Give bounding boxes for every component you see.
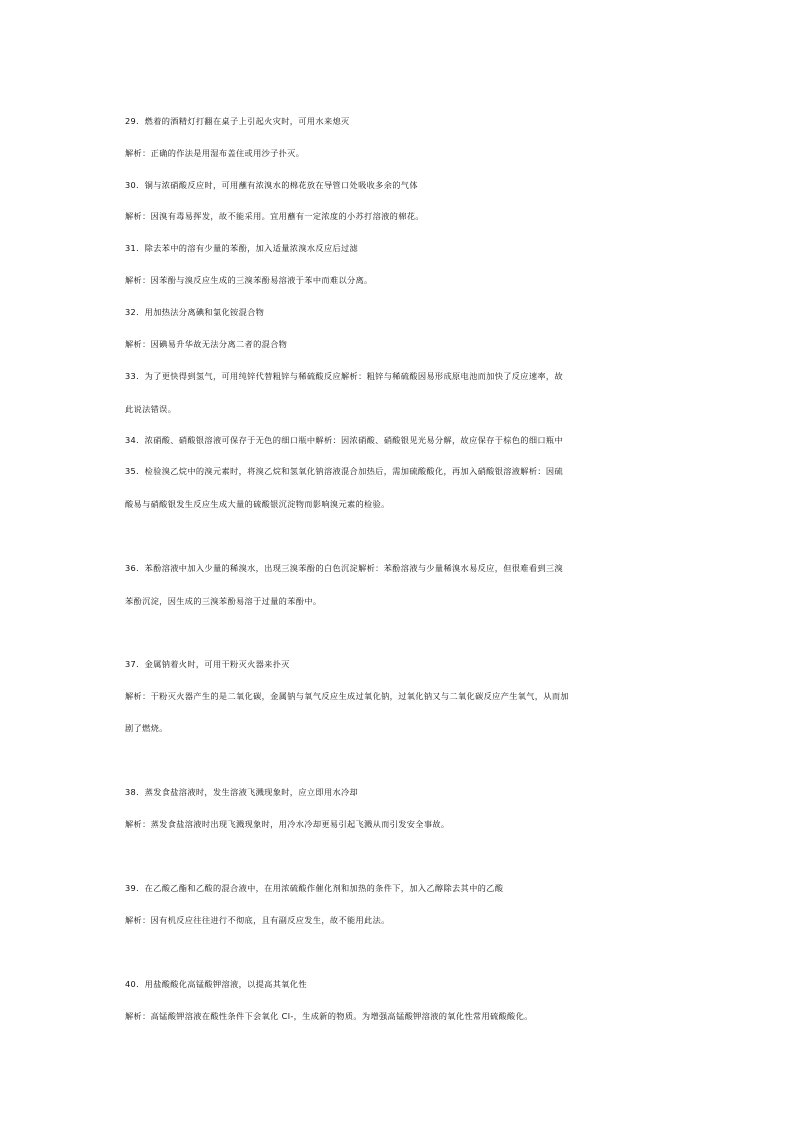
question-29: 29．燃着的酒精灯打翻在桌子上引起火灾时，可用水来熄灭: [125, 116, 350, 126]
question-30: 30．铜与浓硝酸反应时，可用蘸有浓溴水的棉花放在导管口处吸收多余的气体: [125, 180, 418, 190]
answer-38: 解析：蒸发食盐溶液时出现飞溅现象时，用冷水冷却更易引起飞溅从而引发安全事故。: [125, 819, 450, 829]
question-39: 39．在乙酸乙酯和乙酸的混合液中，在用浓硫酸作催化剂和加热的条件下，加入乙醇除去其中的乙酸: [125, 883, 504, 893]
answer-29: 解析：正确的作法是用湿布盖住或用沙子扑灭。: [125, 148, 305, 158]
question-40: 40．用盐酸酸化高锰酸钾溶液，以提高其氧化性: [125, 979, 307, 989]
answer-39: 解析：因有机反应往往进行不彻底，且有副反应发生，故不能用此法。: [125, 915, 390, 925]
question-33: 33．为了更快得到氢气，可用纯锌代替粗锌与稀硫酸反应解析：粗锌与稀硫酸因易形成原电池而加快了反应速率，故: [125, 371, 563, 381]
answer-30: 解析：因溴有毒易挥发，故不能采用。宜用蘸有一定浓度的小苏打溶液的棉花。: [125, 211, 424, 221]
question-36-continued: 苯酚沉淀，因生成的三溴苯酚易溶于过量的苯酚中。: [125, 596, 322, 606]
answer-32: 解析：因碘易升华故无法分离二者的混合物: [125, 339, 288, 349]
answer-40: 解析：高锰酸钾溶液在酸性条件下会氧化 Cl-，生成新的物质。为增强高锰酸钾溶液的氧化性常用硫酸酸化。: [125, 1011, 533, 1021]
question-38: 38．蒸发食盐溶液时，发生溶液飞溅现象时，应立即用水冷却: [125, 787, 359, 797]
question-35: 35．检验溴乙烷中的溴元素时，将溴乙烷和氢氧化钠溶液混合加热后，需加硫酸酸化，再加入硝酸银溶液解析：因硫: [125, 466, 563, 476]
answer-37: 解析：干粉灭火器产生的是二氧化碳，金属钠与氧气反应生成过氧化钠，过氧化钠又与二氧化碳反应产生氧气，从而加: [125, 691, 569, 701]
question-36: 36．苯酚溶液中加入少量的稀溴水，出现三溴苯酚的白色沉淀解析：苯酚溶液与少量稀溴水易反应，但很难看到三溴: [125, 563, 563, 573]
question-32: 32．用加热法分离碘和氯化铵混合物: [125, 307, 265, 317]
question-37: 37．金属钠着火时，可用干粉灭火器来扑灭: [125, 659, 290, 669]
question-35-continued: 酸易与硝酸银发生反应生成大量的硫酸银沉淀物而影响溴元素的检验。: [125, 499, 390, 509]
answer-31: 解析：因苯酚与溴反应生成的三溴苯酚易溶液于苯中而难以分离。: [125, 275, 373, 285]
question-31: 31．除去苯中的溶有少量的苯酚，加入适量浓溴水反应后过滤: [125, 243, 359, 253]
question-34: 34．浓硝酸、硝酸银溶液可保存于无色的细口瓶中解析：因浓硝酸、硝酸银见光易分解，故应保存于棕色的细口瓶中: [125, 435, 563, 445]
question-33-continued: 此说法错误。: [125, 404, 177, 414]
answer-37-continued: 剧了燃烧。: [125, 723, 168, 733]
